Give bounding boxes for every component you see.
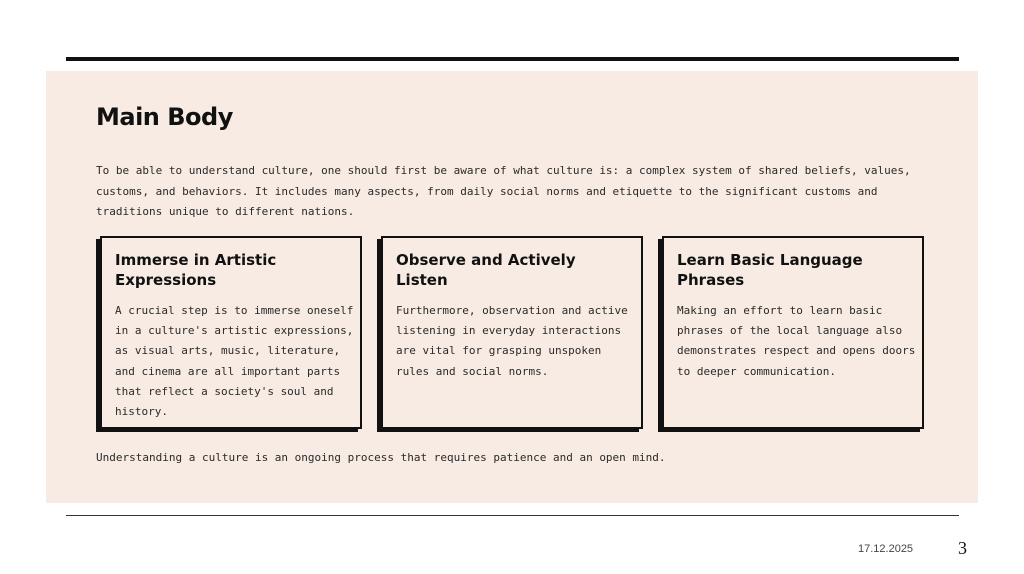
bottom-rule (66, 515, 959, 516)
card-observe-listen (381, 236, 643, 429)
intro-paragraph: To be able to understand culture, one should first be aware of what culture is: a complex system of shared beliefs, values, customs, and behaviors. It includes many aspects, from daily social norms and etiquette to the significant customs and traditions unique to different nations. (96, 164, 911, 218)
card-body: Making an effort to learn basic phrases of the local language also demonstrates respect and opens doors to deeper communication. (677, 304, 916, 378)
closing-paragraph: Understanding a culture is an ongoing process that requires patience and an open mind. (96, 451, 666, 464)
card-learn-language (662, 236, 924, 429)
footer-date: 17.12.2025 (858, 543, 914, 555)
page-number: 3 (958, 538, 967, 558)
card-immerse-artistic (100, 236, 362, 429)
card-title: Immerse in Artistic Expressions (115, 251, 277, 289)
page-title: Main Body (96, 103, 233, 131)
card-title: Learn Basic Language Phrases (677, 251, 863, 289)
card-title: Observe and Actively Listen (396, 251, 576, 289)
card-body: A crucial step is to immerse oneself in a culture's artistic expressions, as visual arts, music, literature, and cinema are all important parts that reflect a society's soul and history. (115, 304, 354, 419)
top-rule (66, 57, 959, 61)
card-body: Furthermore, observation and active listening in everyday interactions are vital for grasping unspoken rules and social norms. (396, 304, 628, 378)
